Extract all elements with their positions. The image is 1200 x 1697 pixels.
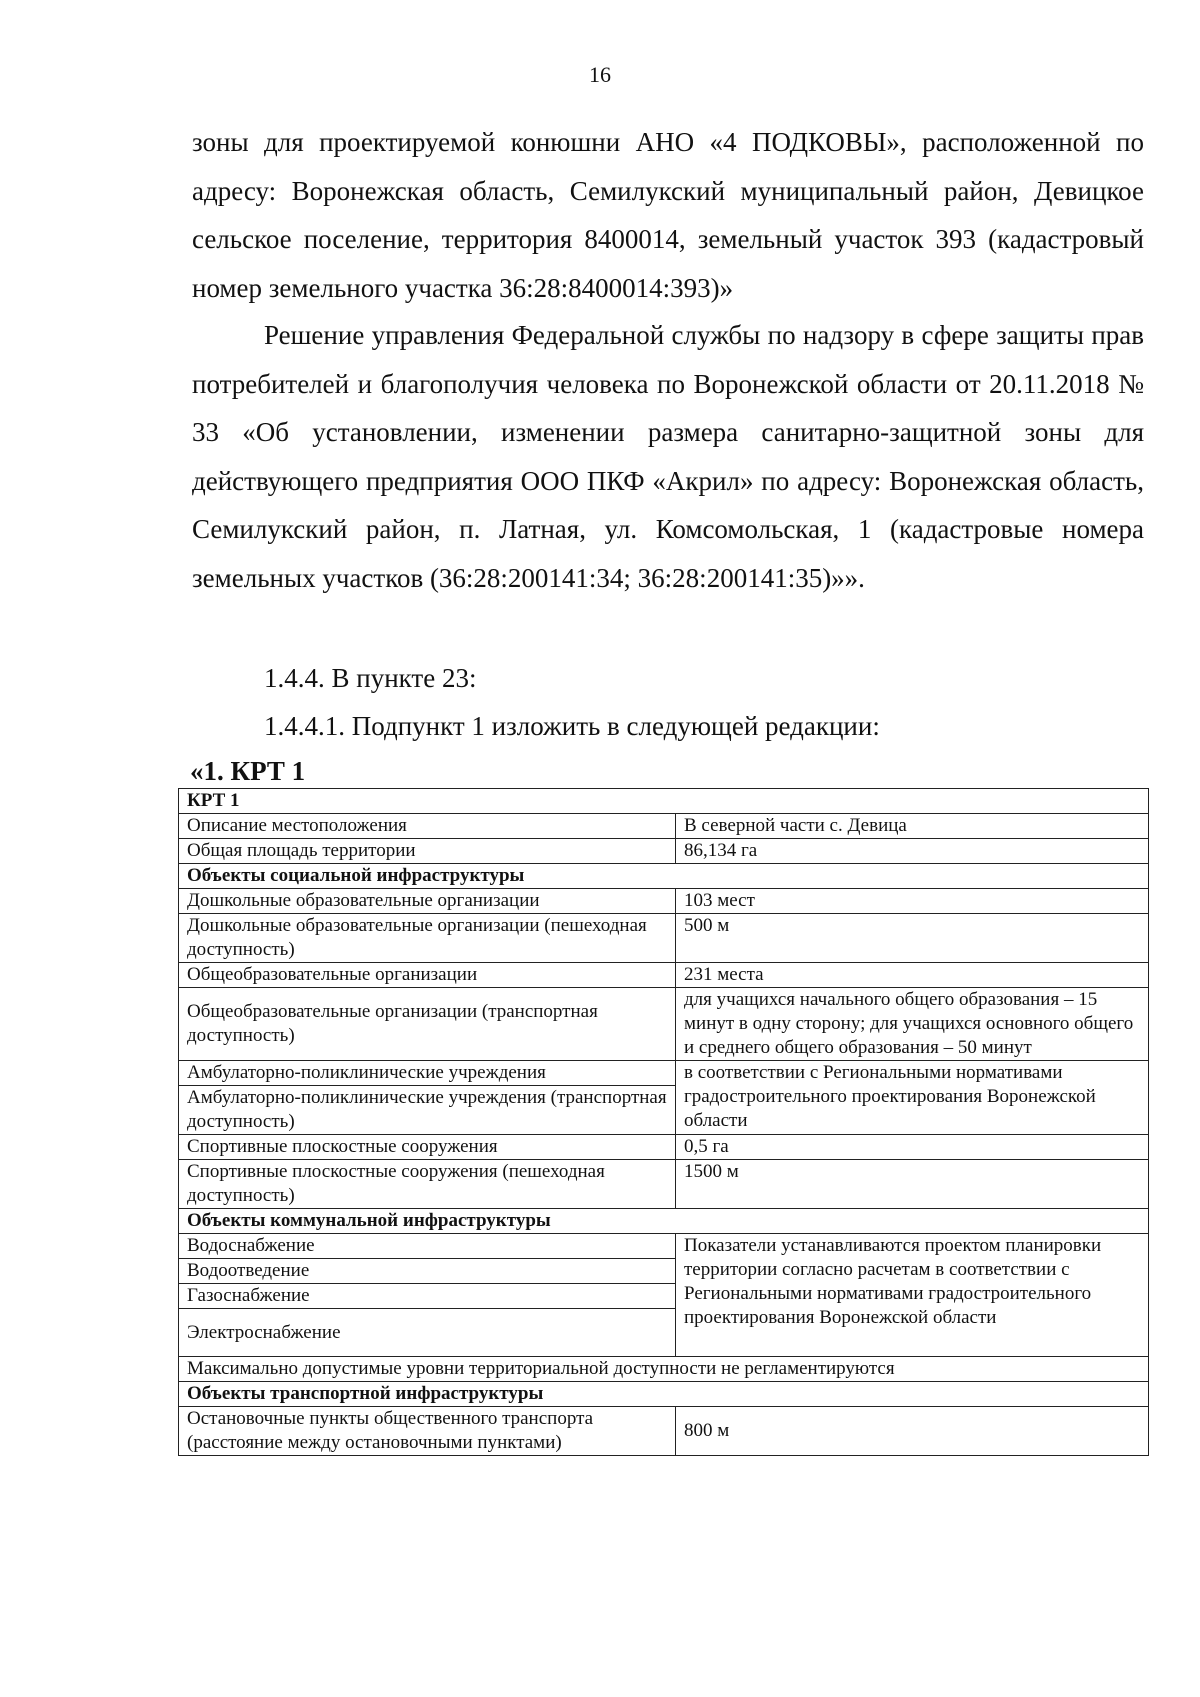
table-row: [179, 1234, 1149, 1259]
page-number: 16: [589, 62, 611, 87]
location-label: Описание местоположения: [179, 814, 676, 839]
communal-value: Показатели устанавливаются проектом планировки территории согласно расчетам в соответствии с Региональными нормативами градостроительного проектирования Воронежской области: [676, 1234, 1149, 1357]
table-title: «1. КРТ 1: [190, 756, 306, 786]
social-section-heading: Объекты социальной инфраструктуры: [179, 864, 1149, 889]
table-row: [179, 1160, 1149, 1209]
gas-label: Газоснабжение: [179, 1284, 676, 1309]
table-row: [179, 839, 1149, 864]
school-value: 231 места: [676, 963, 1149, 988]
table-row: [179, 814, 1149, 839]
school-access-label: Общеобразовательные организации (транспортная доступность): [179, 988, 676, 1061]
table-row: [179, 1135, 1149, 1160]
clinic-access-label: Амбулаторно-поликлинические учреждения (транспортная доступность): [179, 1086, 676, 1135]
krt-table: [178, 788, 1149, 1456]
table-row: [179, 789, 1149, 814]
sport-label: Спортивные плоскостные сооружения: [179, 1135, 676, 1160]
paragraph-2-text: Решение управления Федеральной службы по надзору в сфере защиты прав потребителей и благополучия человека по Воронежской области от 20.11.2018 № 33 «Об установлении, изменении размера санитарно-защитной зоны для действующего предприятия ООО ПКФ «Акрил» по адресу: Воронежская область, Семилукский район, п. Латная, ул. Комсомольская, 1 (кадастровые номера земельных участков (36:28:200141:34; 36:28:200141:35)»».: [192, 320, 1144, 593]
paragraph-2: [192, 311, 1144, 602]
area-value: 86,134 га: [676, 839, 1149, 864]
paragraph-4: [192, 702, 1144, 751]
preschool-label: Дошкольные образовательные организации: [179, 889, 676, 914]
area-label: Общая площадь территории: [179, 839, 676, 864]
drainage-label: Водоотведение: [179, 1259, 676, 1284]
stops-label: Остановочные пункты общественного транспорта (расстояние между остановочными пунктами): [179, 1407, 676, 1456]
table-row: [179, 1382, 1149, 1407]
paragraph-3: [192, 654, 1144, 703]
electricity-label: Электроснабжение: [179, 1309, 676, 1357]
paragraph-3-text: 1.4.4. В пункте 23:: [264, 663, 477, 693]
table-row: [179, 1357, 1149, 1382]
school-access-value: для учащихся начального общего образования – 15 минут в одну сторону; для учащихся основного общего и среднего общего образования – 50 минут: [676, 988, 1149, 1061]
sport-access-label: Спортивные плоскостные сооружения (пешеходная доступность): [179, 1160, 676, 1209]
table-row: [179, 1209, 1149, 1234]
preschool-access-value: 500 м: [676, 914, 1149, 963]
max-levels-row: Максимально допустимые уровни территориальной доступности не регламентируются: [179, 1357, 1149, 1382]
table-row: [179, 889, 1149, 914]
transport-section-heading: Объекты транспортной инфраструктуры: [179, 1382, 1149, 1407]
table-header: КРТ 1: [179, 789, 1149, 814]
stops-value: 800 м: [676, 1407, 1149, 1456]
clinic-label: Амбулаторно-поликлинические учреждения: [179, 1061, 676, 1086]
water-supply-label: Водоснабжение: [179, 1234, 676, 1259]
communal-section-heading: Объекты коммунальной инфраструктуры: [179, 1209, 1149, 1234]
sport-value: 0,5 га: [676, 1135, 1149, 1160]
table-row: [179, 864, 1149, 889]
preschool-value: 103 мест: [676, 889, 1149, 914]
table-row: [179, 1061, 1149, 1086]
paragraph-1: [192, 118, 1144, 312]
table-row: [179, 963, 1149, 988]
clinic-value: в соответствии с Региональными нормативами градостроительного проектирования Воронежской области: [676, 1061, 1149, 1135]
table-row: [179, 1407, 1149, 1456]
preschool-access-label: Дошкольные образовательные организации (пешеходная доступность): [179, 914, 676, 963]
paragraph-4-text: 1.4.4.1. Подпункт 1 изложить в следующей редакции:: [264, 711, 880, 741]
location-value: В северной части с. Девица: [676, 814, 1149, 839]
sport-access-value: 1500 м: [676, 1160, 1149, 1209]
school-label: Общеобразовательные организации: [179, 963, 676, 988]
table-row: [179, 988, 1149, 1061]
table-row: [179, 914, 1149, 963]
paragraph-1-text: зоны для проектируемой конюшни АНО «4 ПОДКОВЫ», расположенной по адресу: Воронежская область, Семилукский муниципальный район, Девицкое сельское поселение, территория 8400014, земельный участок 393 (кадастровый номер земельного участка 36:28:8400014:393)»: [192, 127, 1144, 303]
